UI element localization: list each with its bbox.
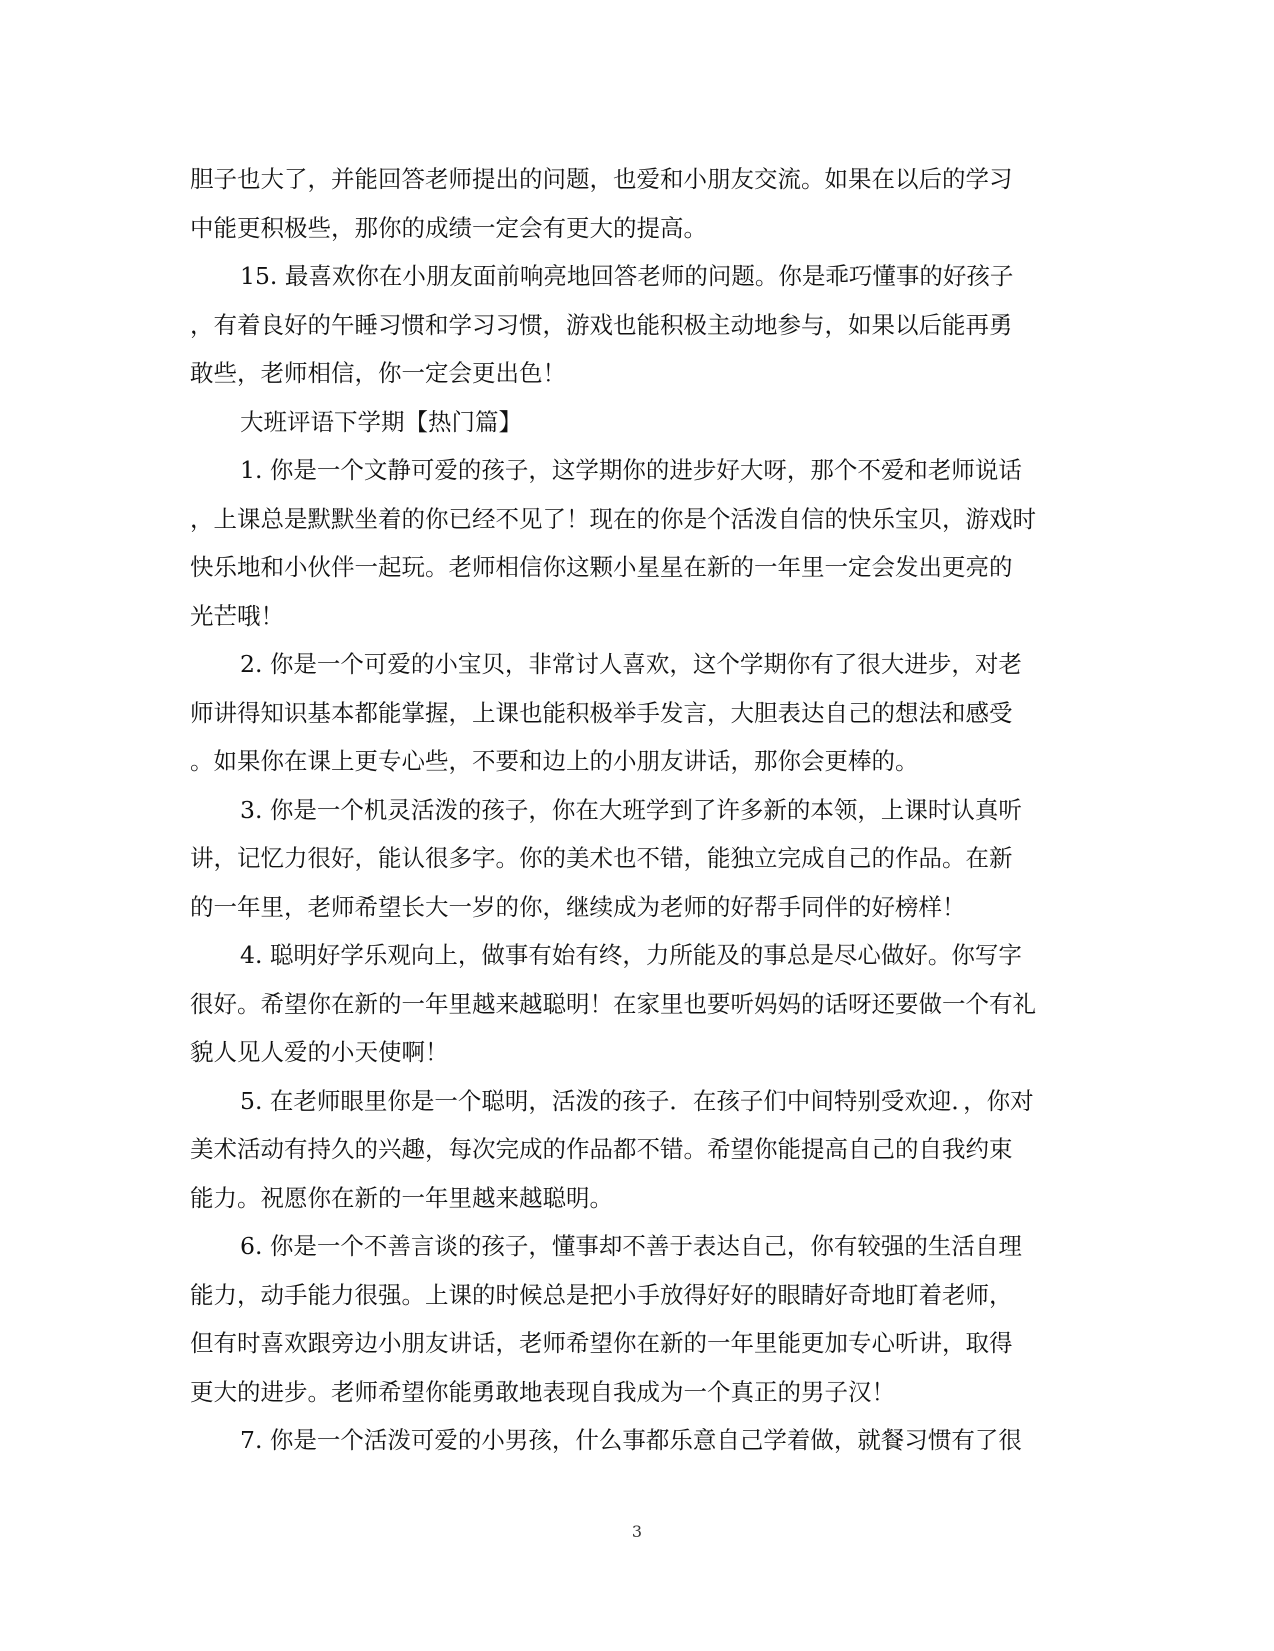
item-6-line: 6. 你是一个不善言谈的孩子，懂事却不善于表达自己，你有较强的生活自理 (240, 1232, 1022, 1260)
item-4-line: 4. 聪明好学乐观向上，做事有始有终，力所能及的事总是尽心做好。你写字 (240, 941, 1022, 969)
text-line: 能力，动手能力很强。上课的时候总是把小手放得好好的眼睛好奇地盯着老师， (190, 1280, 1013, 1309)
text-line: ，有着良好的午睡习惯和学习习惯，游戏也能积极主动地参与，如果以后能再勇 (190, 310, 1013, 339)
document-body (190, 155, 1070, 1465)
text-line: 很好。希望你在新的一年里越来越聪明！在家里也要听妈妈的话呀还要做一个有礼 (190, 989, 1036, 1018)
item-5-line: 5. 在老师眼里你是一个聪明，活泼的孩子．在孩子们中间特别受欢迎．，你对 (240, 1086, 1034, 1115)
text-line: 的一年里，老师希望长大一岁的你，继续成为老师的好帮手同伴的好榜样！ (190, 892, 966, 921)
section-heading: 大班评语下学期【热门篇】 (240, 407, 522, 436)
item-15-line: 15. 最喜欢你在小朋友面前响亮地回答老师的问题。你是乖巧懂事的好孩子 (240, 262, 1014, 290)
text-line: 敢些，老师相信，你一定会更出色！ (190, 359, 566, 387)
item-1-line: 1. 你是一个文静可爱的孩子，这学期你的进步好大呀，那个不爱和老师说话 (240, 456, 1022, 484)
text-line: ，上课总是默默坐着的你已经不见了！现在的你是个活泼自信的快乐宝贝，游戏时 (190, 504, 1036, 533)
item-7-line: 7. 你是一个活泼可爱的小男孩，什么事都乐意自己学着做，就餐习惯有了很 (240, 1426, 1022, 1454)
page-number: 3 (631, 1522, 643, 1541)
text-line: 貌人见人爱的小天使啊！ (190, 1038, 449, 1066)
text-line: 能力。祝愿你在新的一年里越来越聪明。 (190, 1183, 613, 1212)
item-2-line: 2. 你是一个可爱的小宝贝，非常讨人喜欢，这个学期你有了很大进步，对老 (240, 650, 1022, 678)
text-line: 快乐地和小伙伴一起玩。老师相信你这颗小星星在新的一年里一定会发出更亮的 (190, 553, 1013, 581)
text-line: 中能更积极些，那你的成绩一定会有更大的提高。 (190, 213, 707, 242)
item-3-line: 3. 你是一个机灵活泼的孩子，你在大班学到了许多新的本领，上课时认真听 (240, 795, 1022, 824)
text-line: 更大的进步。老师希望你能勇敢地表现自我成为一个真正的男子汉！ (190, 1377, 895, 1406)
text-line: 美术活动有持久的兴趣，每次完成的作品都不错。希望你能提高自己的自我约束 (190, 1135, 1013, 1163)
text-line: 胆子也大了，并能回答老师提出的问题，也爱和小朋友交流。如果在以后的学习 (190, 165, 1013, 193)
text-line: 。如果你在课上更专心些，不要和边上的小朋友讲话，那你会更棒的。 (190, 747, 919, 775)
text-line: 光芒哦！ (190, 601, 284, 630)
text-line: 但有时喜欢跟旁边小朋友讲话，老师希望你在新的一年里能更加专心听讲，取得 (190, 1329, 1013, 1357)
text-line: 师讲得知识基本都能掌握，上课也能积极举手发言，大胆表达自己的想法和感受 (190, 698, 1013, 727)
text-line: 讲，记忆力很好，能认很多字。你的美术也不错，能独立完成自己的作品。在新 (190, 844, 1013, 872)
